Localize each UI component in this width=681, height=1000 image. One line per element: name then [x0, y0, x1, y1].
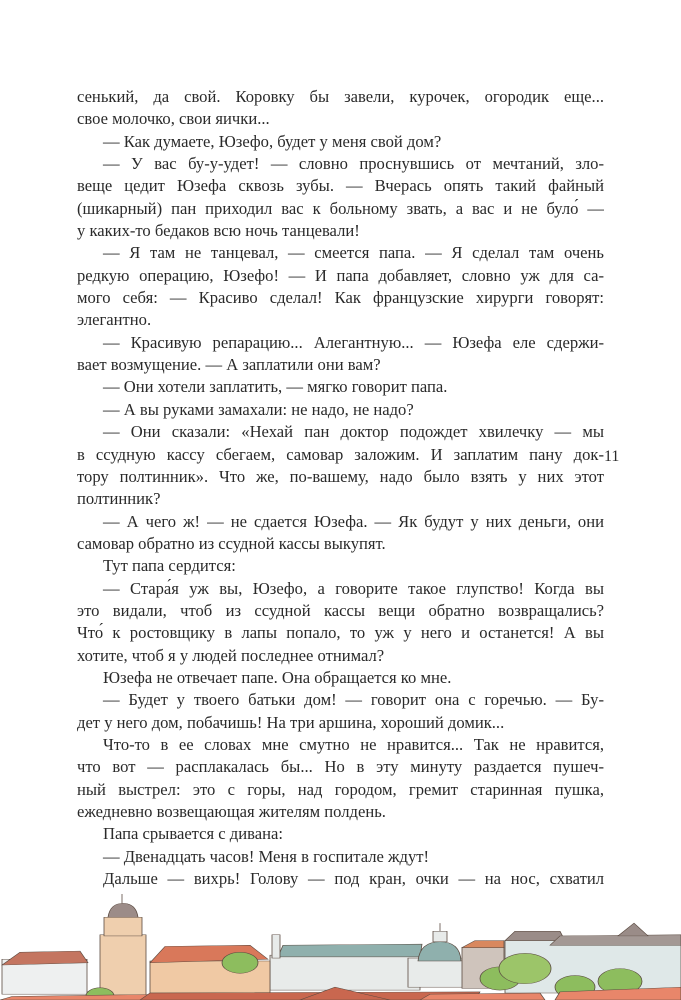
text-line: Тут папа сердится: [103, 556, 236, 576]
page-number: 11 [604, 448, 620, 465]
text-line: Юзефа не отвечает папе. Она обращается ко мне. [103, 667, 452, 687]
text-line: свое молочко, свои яички... [77, 109, 270, 129]
text-line: — А вы руками замахали: не надо, не надо? [103, 399, 414, 419]
text-line: тору полтинник». Что же, по-вашему, надо было взять у них этот [77, 466, 604, 486]
text-line: — Они хотели заплатить, — мягко говорит папа. [103, 377, 448, 397]
text-line: — Будет у твоего батьки дом! — говорит она с горечью. — Бу- [103, 690, 604, 710]
text-line: в ссудную кассу сбегаем, самовар заложим. И заплатим пану док- [77, 444, 604, 464]
text-line: самовар обратно из ссудной кассы выкупят. [77, 533, 386, 553]
text-line: — Они сказали: «Нехай пан доктор подождет хвилечку — мы [103, 422, 604, 442]
text-line: ный выстрел: это с горы, над городом, гремит старинная пушка, [77, 779, 604, 799]
tree [499, 953, 551, 983]
text-line: вает возмущение. — А заплатили они вам? [77, 355, 381, 375]
text-line: (шикарный) пан приходил вас к больному звать, а вас и не було́ — [77, 198, 604, 218]
text-line: — Стара́я уж вы, Юзефо, а говорите такое глупство! Когда вы [103, 578, 604, 598]
text-line: Что-то в ее словах мне смутно не нравится... Так не нравится, [103, 734, 604, 754]
text-line: мого себя: — Красиво сделал! Как французские хирурги говорят: [77, 288, 604, 308]
text-line: — Как думаете, Юзефо, будет у меня свой дом? [103, 131, 442, 151]
text-line: ежедневно возвещающая жителям полдень. [77, 802, 386, 821]
text-line: — Я там не танцевал, — смеется папа. — Я сделал там очень [103, 243, 604, 263]
text-line: Что́ к ростовщику в лапы попало, то уж у него и останется! А вы [77, 623, 604, 643]
text-line: у каких-то бедаков всю ночь танцевали! [77, 221, 360, 241]
text-line: — Красивую репарацию... Алегантную... — Юзефа еле сдержи- [103, 332, 604, 352]
text-line: дет у него дом, побачишь! На три аршина, хороший домик... [77, 712, 505, 732]
text-line: — А чего ж! — не сдается Юзефа. — Як будут у них деньги, они [103, 511, 604, 531]
book-text [77, 86, 604, 890]
text-line: сенький, да свой. Коровку бы завели, курочек, огородик еще... [77, 87, 604, 106]
tree [222, 952, 258, 973]
text-line: — У вас бу-у-удет! — словно проснувшись от мечтаний, зло- [103, 154, 604, 174]
text-line: Дальше — вихрь! Голову — под кран, очки — на нос, схватил [103, 869, 604, 889]
text-line: Папа срывается с дивана: [103, 824, 283, 844]
text-line: что вот — расплакалась бы... Но в эту минуту раздается пушеч- [77, 757, 604, 777]
text-line: редкую операцию, Юзефо! — И папа добавляет, словно уж для са- [77, 265, 604, 285]
bell-tower [100, 894, 146, 999]
text-line: это видали, чтоб из ссудной кассы вещи обратно возвращались? [77, 600, 604, 620]
text-line: элегантно. [77, 310, 152, 330]
text-line: хотите, чтоб я у людей последнее отнимал? [77, 645, 385, 665]
text-line: веще цедит Юзефа сквозь зубы. — Вчерась опять такий файный [77, 176, 604, 196]
church [270, 923, 504, 990]
text-line: полтинник? [77, 489, 161, 509]
text-line: — Двенадцать часов! Меня в госпитале ждут! [103, 846, 430, 866]
city-skyline-illustration [0, 894, 681, 1000]
